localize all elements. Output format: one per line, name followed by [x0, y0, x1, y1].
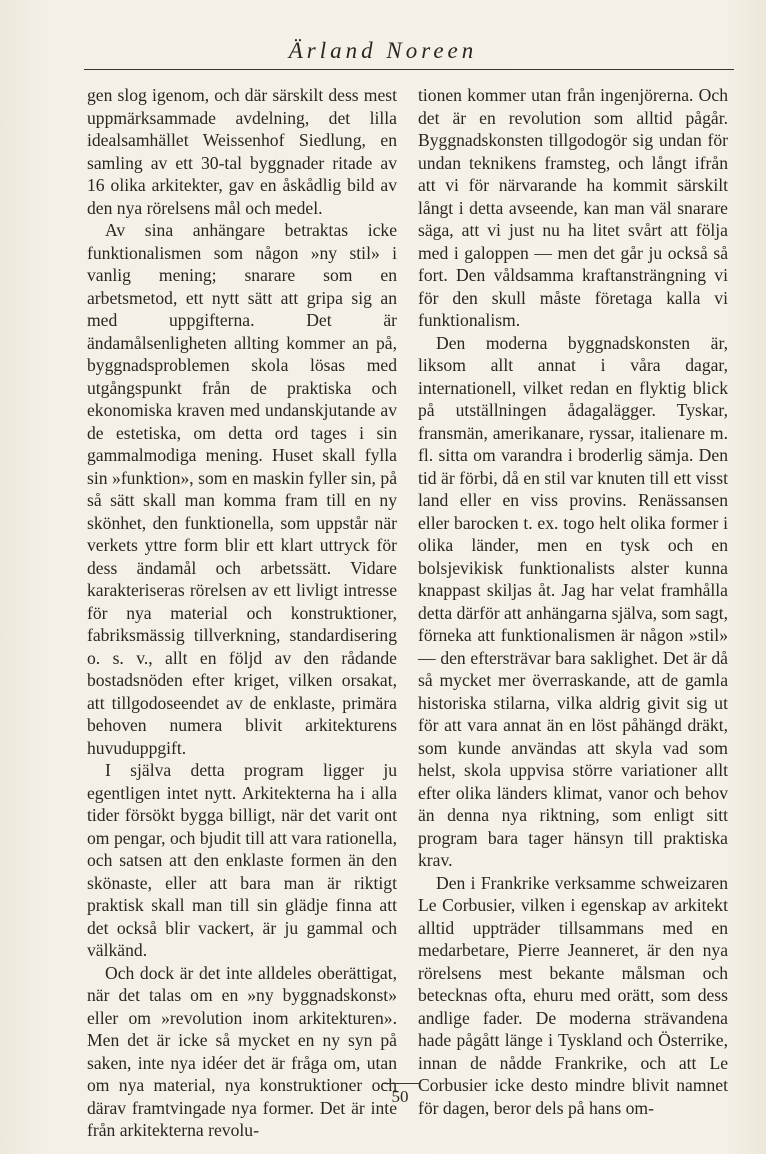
right-column	[418, 84, 728, 1119]
paragraph: Och dock är det inte alldeles oberättigat, när det talas om en »ny byggnadskonst» eller om »revolution inom arkitekturen». Men det är icke så mycket en ny syn på saken, inte nya idéer det är fråga om, utan om nya material, nya konstruktioner och därav framtvingade nya former. Det är inte från arkitekterna revolu-	[87, 962, 397, 1140]
paragraph: Den i Frankrike verksamme schweizaren Le Corbusier, vilken i egenskap av arkitekt alltid uppträder tillsammans med en medarbetare, Pierre Jeanneret, är den nya rörelsens mest bekante målsman och betecknas ofta, ehuru med orätt, som dess andlige fader. De moderna strävandena hade pågått länge i Tyskland och Österrike, innan de nådde Frankrike, och att Le Corbusier icke desto mindre blivit namnet för dagen, beror dels på hans om-	[418, 872, 728, 1118]
paragraph: tionen kommer utan från ingenjörerna. Och det är en revolution som alltid pågår. Byggnadskonsten tillgodogör sig undan för undan teknikens framsteg, och långt ifrån att vi för närvarande ha kommit särskilt långt i detta avseende, kan man väl snarare säga, att vi just nu ha litet svårt att följa med i galoppen — men det går ju också så fort. Den våldsamma kraftansträngning vi för den skull måste företaga kalla vi funktionalism.	[418, 85, 728, 330]
paragraph: Av sina anhängare betraktas icke funktionalismen som någon »ny stil» i vanlig mening; snarare som en arbetsmetod, ett nytt sätt att gripa sig an med uppgifterna. Det är ändamålsenligheten allting kommer an på, byggnadsproblemen skola lösas med utgångspunkt från de praktiska och ekonomiska kraven med undanskjutande av de estetiska, om detta ord tages i sin gammalmodiga mening. Huset skall fylla sin »funktion», som en maskin fyller sin, på så sätt skall man komma fram till en ny skönhet, den funktionella, som uppstår när verkets yttre form blir ett klart uttryck för dess ändamål och arbetssätt. Vidare karakteriseras rörelsen av ett livligt intresse för nya material och konstruktioner, fabriksmässig tillverkning, standardisering o. s. v., allt en följd av den rådande bostadsnöden efter kriget, vilken orsakat, att tillgodoseendet av de enklaste, primära behoven numera blivit arkitekturens huvuduppgift.	[87, 220, 397, 758]
page-number: 50	[391, 1087, 409, 1106]
footer-rule	[382, 1083, 420, 1084]
left-column	[87, 84, 397, 1142]
running-title: Ärland Noreen	[288, 38, 478, 63]
paragraph: gen slog igenom, och där särskilt dess mest uppmärksammade avdelning, det lilla idealsamhället Weissenhof Siedlung, en samling av ett 30-tal byggnader ritade av 16 olika arkitekter, gav en åskådlig bild av den nya rörelsens mål och medel.	[87, 85, 397, 218]
paragraph: Den moderna byggnadskonsten är, liksom allt annat i våra dagar, internationell, vilket redan en flyktig blick på utställningen ådagalägger. Tyskar, fransmän, amerikanare, ryssar, italienare m. fl. sitta om varandra i broderlig sämja. Den tid är förbi, då en stil var knuten till ett visst land eller en viss provins. Renässansen eller barocken t. ex. togo helt olika former i olika länder, men en tysk och en bolsjevikisk funktionalists alster kunna knappast skiljas åt. Jag har velat framhålla detta därför att anhängarna själva, som sagt, förneka att funktionalismen är någon »stil» — den eftersträvar bara saklighet. Det är då så mycket mer överraskande, att de gamla historiska stilarna, vilka aldrig givit sig ut för att vara annat än en löst påhängd dräkt, som kunde användas att skyla vad som helst, skola uppvisa större variationer allt efter olika länders klimat, vanor och behov än denna nya riktning, som enligt sitt program bara tager hänsyn till praktiska krav.	[418, 332, 728, 870]
paragraph: I själva detta program ligger ju egentligen intet nytt. Arkitekterna ha i alla tider försökt bygga billigt, när det varit ont om pengar, och bjudit till att vara rationella, och satsen att den enklaste formen än den skönaste, eller att bara man är riktigt praktisk skall man till sin glädje finna att det också blir vackert, är ju gammal och välkänd.	[87, 760, 397, 960]
header-rule	[84, 69, 734, 70]
